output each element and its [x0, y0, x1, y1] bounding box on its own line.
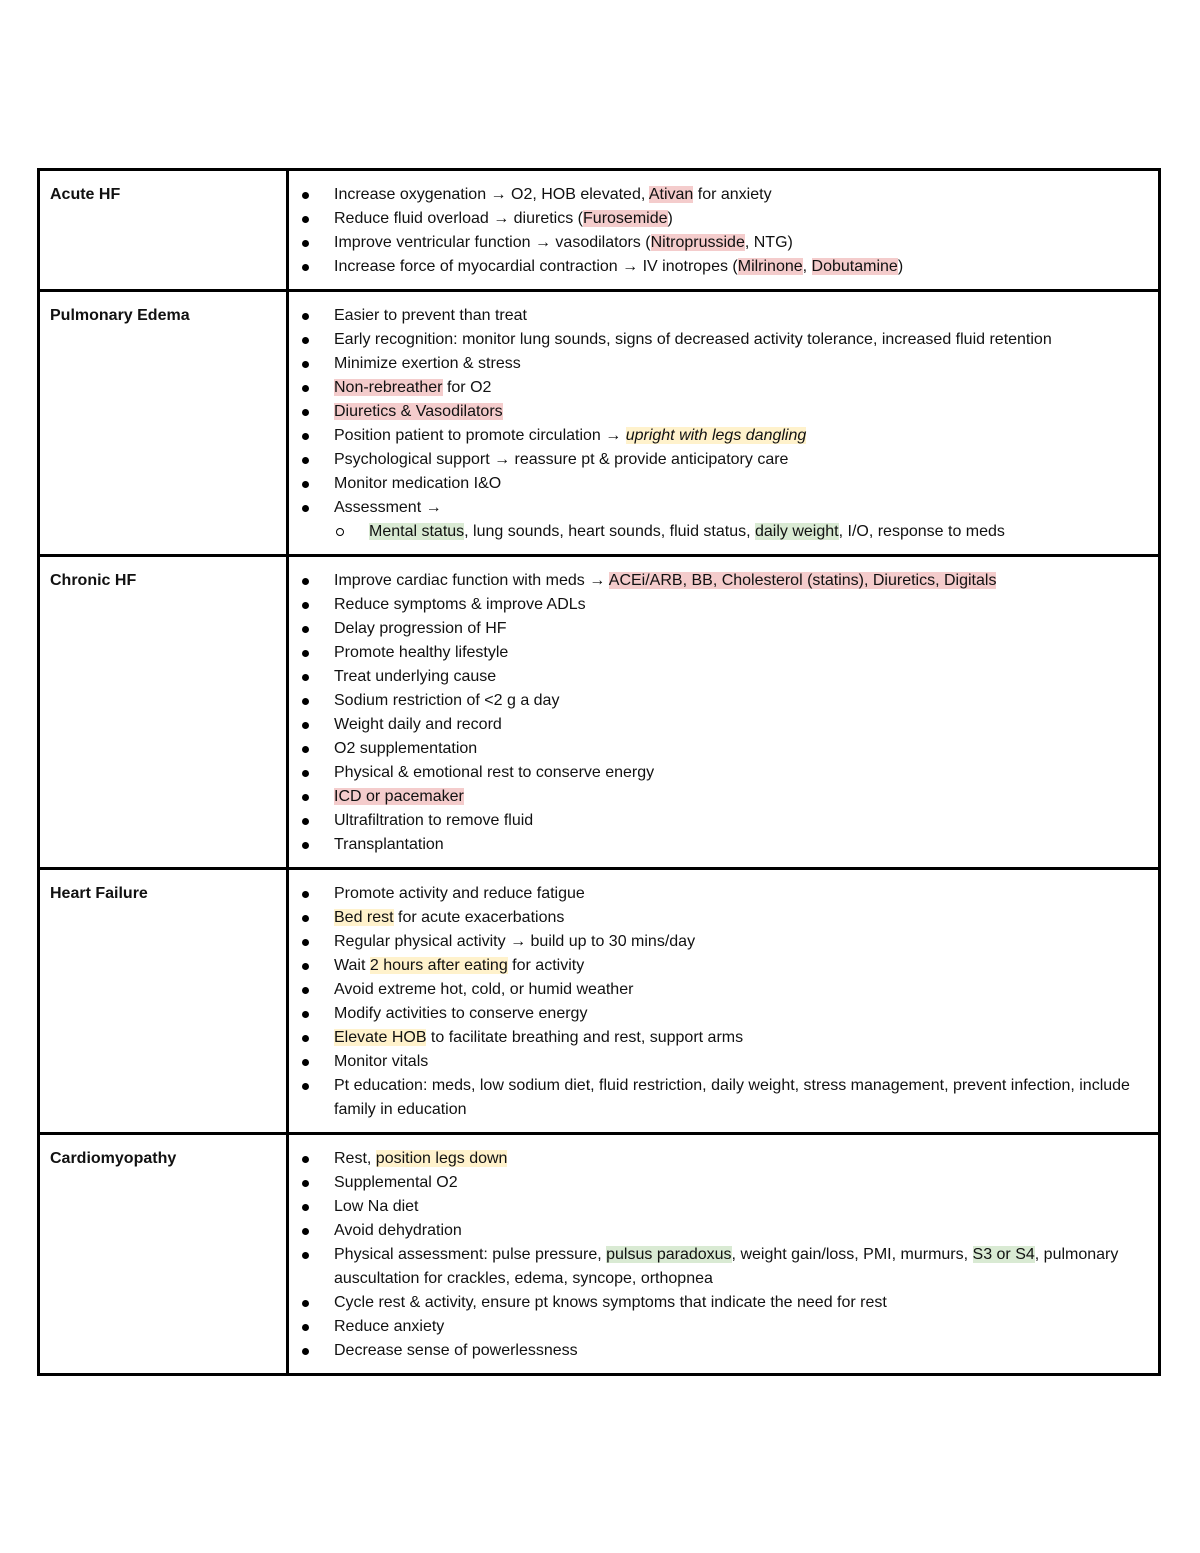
- bullet-list: [289, 1147, 1150, 1363]
- row-content: [288, 556, 1160, 869]
- text-segment: Regular physical activity → build up to 30 mins/day: [334, 933, 696, 950]
- bullet-list: [289, 304, 1150, 544]
- bullet-item: [289, 424, 1150, 448]
- bullet-item: [289, 689, 1150, 713]
- text-segment: Easier to prevent than treat: [334, 307, 527, 324]
- bullet-item: [289, 906, 1150, 930]
- text-segment: Sodium restriction of <2 g a day: [334, 692, 560, 709]
- bullet-item: [289, 1050, 1150, 1074]
- bullet-item: [289, 1026, 1150, 1050]
- text-segment: , lung sounds, heart sounds, fluid status,: [464, 523, 755, 540]
- highlighted-text: Elevate HOB: [334, 1029, 427, 1046]
- bullet-item: [289, 737, 1150, 761]
- sub-bullet-list: [334, 520, 1150, 544]
- highlighted-text: 2 hours after eating: [369, 957, 508, 974]
- row-content: [288, 291, 1160, 556]
- text-segment: , I/O, response to meds: [838, 523, 1005, 540]
- text-segment: , pulmonary auscultation for crackles, edema, syncope, orthopnea: [334, 1246, 1119, 1287]
- sub-bullet-item: [334, 520, 1150, 544]
- bullet-item: [289, 207, 1150, 231]
- highlighted-text: Diuretics & Vasodilators: [334, 403, 503, 420]
- highlighted-text: Ativan: [648, 186, 694, 203]
- bullet-item: [289, 954, 1150, 978]
- bullet-item: [289, 328, 1150, 352]
- table-row: [39, 1134, 1160, 1375]
- bullet-list: [289, 569, 1150, 857]
- text-segment: Monitor medication I&O: [334, 475, 502, 492]
- row-content: [288, 170, 1160, 291]
- bullet-item: [289, 1291, 1150, 1315]
- text-segment: Cycle rest & activity, ensure pt knows symptoms that indicate the need for rest: [334, 1294, 887, 1311]
- text-segment: Weight daily and record: [334, 716, 502, 733]
- highlighted-text: Bed rest: [334, 909, 394, 926]
- bullet-item: [289, 1315, 1150, 1339]
- text-segment: ): [897, 258, 904, 275]
- bullet-item: [289, 761, 1150, 785]
- text-segment: Early recognition: monitor lung sounds, signs of decreased activity tolerance, increased fluid retention: [334, 331, 1052, 348]
- text-segment: , NTG): [744, 234, 793, 251]
- bullet-item: [289, 617, 1150, 641]
- highlighted-text: pulsus paradoxus: [606, 1246, 732, 1263]
- highlighted-text: upright with legs dangling: [625, 427, 807, 444]
- text-segment: Minimize exertion & stress: [334, 355, 521, 372]
- text-segment: ): [667, 210, 673, 227]
- text-segment: Decrease sense of powerlessness: [334, 1342, 578, 1359]
- table-row: [39, 291, 1160, 556]
- text-segment: Avoid dehydration: [334, 1222, 462, 1239]
- bullet-item: [289, 809, 1150, 833]
- text-segment: Increase force of myocardial contraction → IV inotropes (: [334, 258, 738, 275]
- text-segment: Transplantation: [334, 836, 444, 853]
- text-segment: Position patient to promote circulation →: [334, 427, 626, 444]
- bullet-item: [289, 1171, 1150, 1195]
- highlighted-text: Non-rebreather: [334, 379, 443, 396]
- bullet-item: [289, 231, 1150, 255]
- text-segment: Promote activity and reduce fatigue: [334, 885, 585, 902]
- highlighted-text: daily weight: [755, 523, 839, 540]
- text-segment: Reduce anxiety: [334, 1318, 445, 1335]
- text-segment: Promote healthy lifestyle: [334, 644, 509, 661]
- bullet-item: [289, 400, 1150, 424]
- bullet-item: [289, 304, 1150, 328]
- highlighted-text: ICD or pacemaker: [334, 788, 464, 805]
- bullet-item: [289, 376, 1150, 400]
- bullet-item: [289, 930, 1150, 954]
- row-content: [288, 869, 1160, 1134]
- table-row: [39, 869, 1160, 1134]
- row-label: Cardiomyopathy: [39, 1134, 288, 1375]
- highlighted-text: Milrinone: [737, 258, 803, 275]
- bullet-item: [289, 1219, 1150, 1243]
- bullet-item: [289, 978, 1150, 1002]
- text-segment: Improve cardiac function with meds →: [334, 572, 609, 589]
- bullet-item: [289, 1147, 1150, 1171]
- text-segment: for activity: [507, 957, 585, 974]
- bullet-item: [289, 1339, 1150, 1363]
- text-segment: Low Na diet: [334, 1198, 419, 1215]
- text-segment: , weight gain/loss, PMI, murmurs,: [731, 1246, 973, 1263]
- text-segment: Treat underlying cause: [334, 668, 497, 685]
- text-segment: Reduce symptoms & improve ADLs: [334, 596, 586, 613]
- highlighted-text: Furosemide: [583, 210, 668, 227]
- bullet-item: [289, 1195, 1150, 1219]
- highlighted-text: Nitroprusside: [650, 234, 745, 251]
- row-content: [288, 1134, 1160, 1375]
- text-segment: Physical & emotional rest to conserve energy: [334, 764, 655, 781]
- text-segment: O2 supplementation: [334, 740, 478, 757]
- bullet-item: [289, 496, 1150, 544]
- text-segment: Physical assessment: pulse pressure,: [334, 1246, 607, 1263]
- highlighted-text: Mental status: [369, 523, 465, 540]
- bullet-item: [289, 665, 1150, 689]
- row-label: Acute HF: [39, 170, 288, 291]
- bullet-item: [289, 183, 1150, 207]
- table-row: [39, 170, 1160, 291]
- bullet-item: [289, 785, 1150, 809]
- text-segment: Wait: [334, 957, 370, 974]
- bullet-item: [289, 882, 1150, 906]
- bullet-item: [289, 448, 1150, 472]
- text-segment: to facilitate breathing and rest, support arms: [426, 1029, 744, 1046]
- bullet-item: [289, 713, 1150, 737]
- text-segment: for anxiety: [693, 186, 772, 203]
- text-segment: Modify activities to conserve energy: [334, 1005, 588, 1022]
- bullet-item: [289, 1074, 1150, 1122]
- text-segment: for O2: [442, 379, 492, 396]
- text-segment: for acute exacerbations: [393, 909, 565, 926]
- table-body: [39, 170, 1160, 1375]
- bullet-item: [289, 255, 1150, 279]
- row-label: Chronic HF: [39, 556, 288, 869]
- text-segment: ,: [802, 258, 812, 275]
- highlighted-text: Dobutamine: [811, 258, 898, 275]
- bullet-item: [289, 1002, 1150, 1026]
- bullet-item: [289, 833, 1150, 857]
- text-segment: Improve ventricular function → vasodilators (: [334, 234, 651, 251]
- text-segment: Ultrafiltration to remove fluid: [334, 812, 534, 829]
- highlighted-text: S3 or S4: [972, 1246, 1035, 1263]
- text-segment: Avoid extreme hot, cold, or humid weather: [334, 981, 634, 998]
- row-label: Pulmonary Edema: [39, 291, 288, 556]
- bullet-list: [289, 183, 1150, 279]
- bullet-item: [289, 569, 1150, 593]
- text-segment: Psychological support → reassure pt & provide anticipatory care: [334, 451, 789, 468]
- bullet-item: [289, 1243, 1150, 1291]
- text-segment: Monitor vitals: [334, 1053, 429, 1070]
- bullet-list: [289, 882, 1150, 1122]
- table-row: [39, 556, 1160, 869]
- text-segment: Assessment →: [334, 499, 442, 516]
- text-segment: Reduce fluid overload → diuretics (: [334, 210, 584, 227]
- text-segment: Increase oxygenation → O2, HOB elevated,: [334, 186, 649, 203]
- bullet-item: [289, 352, 1150, 376]
- nursing-interventions-table: [37, 168, 1161, 1376]
- highlighted-text: ACEi/ARB, BB, Cholesterol (statins), Diuretics, Digitals: [608, 572, 997, 589]
- row-label: Heart Failure: [39, 869, 288, 1134]
- highlighted-text: position legs down: [375, 1150, 508, 1167]
- text-segment: Pt education: meds, low sodium diet, fluid restriction, daily weight, stress management, prevent infection, include family in education: [334, 1077, 1130, 1118]
- text-segment: Delay progression of HF: [334, 620, 507, 637]
- bullet-item: [289, 641, 1150, 665]
- bullet-item: [289, 593, 1150, 617]
- bullet-item: [289, 472, 1150, 496]
- text-segment: Rest,: [334, 1150, 376, 1167]
- text-segment: Supplemental O2: [334, 1174, 458, 1191]
